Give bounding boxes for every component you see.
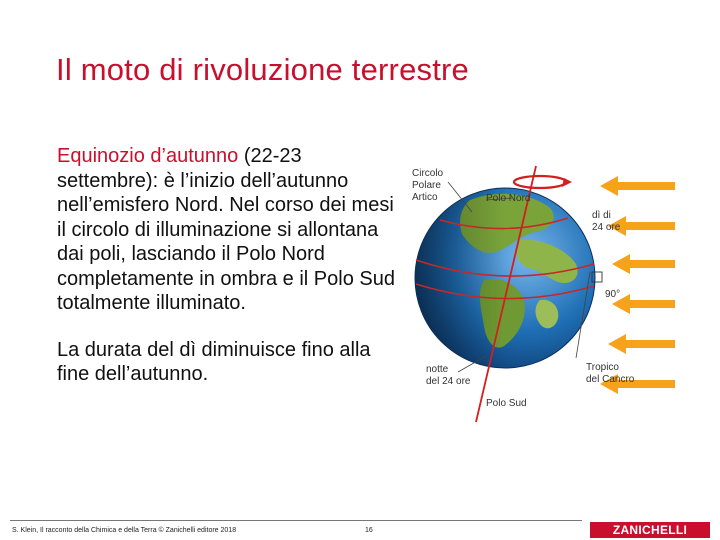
equinox-highlight: Equinozio d’autunno	[57, 145, 239, 167]
label-tropic-1: Tropico	[586, 362, 619, 373]
equinox-description: (22-23 settembre): è l’inizio dell’autunno nell’emisfero Nord. Nel corso dei mesi il circolo di illuminazione si allontana dai poli, lasciando il Polo Nord completamente in ombra e il Polo Sud totalmente illuminato.	[57, 145, 395, 314]
earth-revolution-figure	[400, 160, 680, 430]
label-angle: 90°	[605, 289, 621, 300]
footer-divider	[10, 520, 582, 521]
label-night-1: notte	[426, 364, 449, 375]
paragraph-equinox	[57, 144, 395, 316]
page-number: 16	[365, 527, 373, 534]
rotation-arrow-ring	[514, 176, 566, 188]
label-night-2: del 24 ore	[426, 376, 471, 387]
label-day-1: dì di	[592, 210, 611, 221]
slide-footer	[0, 518, 720, 540]
paragraph-daylight: La durata del dì diminuisce fino alla fine dell’autunno.	[57, 338, 371, 385]
slide-title: Il moto di rivoluzione terrestre	[56, 52, 470, 87]
label-south-pole: Polo Sud	[486, 398, 527, 409]
label-arctic-1: Circolo	[412, 168, 444, 179]
label-tropic-2: del Cancro	[586, 374, 635, 385]
footer-credits: S. Klein, Il racconto della Chimica e della Terra © Zanichelli editore 2018	[12, 527, 237, 534]
label-day-2: 24 ore	[592, 222, 621, 233]
earth-diagram	[400, 160, 680, 430]
label-north-pole: Polo Nord	[486, 193, 531, 204]
publisher-logo: ZANICHELLI	[590, 522, 710, 538]
continents	[415, 188, 595, 368]
label-arctic-3: Artico	[412, 192, 438, 203]
slide-body	[57, 144, 395, 387]
label-arctic-2: Polare	[412, 180, 441, 191]
